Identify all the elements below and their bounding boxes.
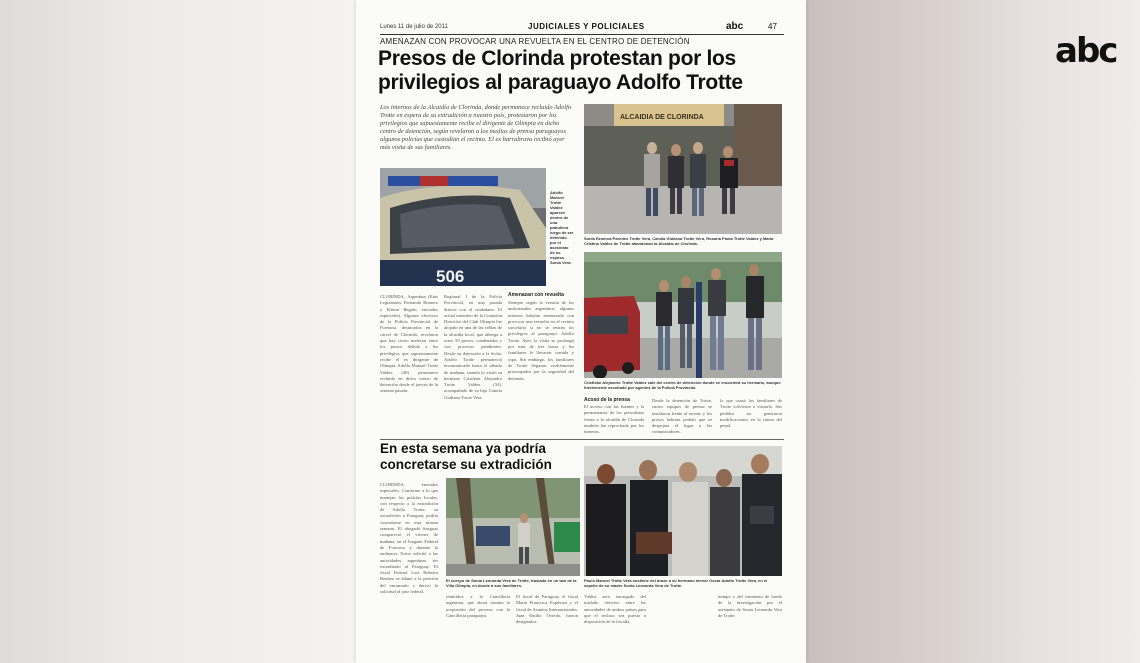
photo-police-car (380, 168, 546, 286)
body-col-2: Regional I de la Policía Provincial, en una pasada directa con el ciudadano. El actual miembro de la Comisión Directiva del Club Olimpia fue alojado en una de las celdas de la alcaidía local, que alberga a otros 50 presos, condenados y con procesos pendientes. Desde su detención a la fecha, Adolfo Trotte permaneció incomunicado hasta el sábado de mañana, cuando lo visitó su hermano Cristhian Alejandro Trotte Valdez (34), acompañado de su hija Camila Giuliana Trotte Vera. (444, 294, 502, 400)
section-divider (380, 439, 784, 440)
sub-headline: En esta semana ya podría concretarse su extradición (380, 441, 552, 472)
body-col-5: lo que causó los familiares de Trotte volvieron a visitarlo. Sus pedidos no generaron modificaciones en la rutina del penal. (720, 398, 782, 429)
body-col-3b: El acceso con las fuentes y la permanencia de los periodistas frente a la alcaidía de Clorinda también fue reprochado por los internos. (584, 404, 644, 435)
kicker: AMENAZAN CON PROVOCAR UNA REVUELTA EN EL CENTRO DE DETENCIÓN (380, 37, 690, 46)
watermark-logo: abc (1055, 31, 1117, 71)
photo-street (584, 252, 782, 378)
headline: Presos de Clorinda protestan por los privilegios al paraguayo Adolfo Trotte (378, 47, 743, 94)
body-col-3: Siempre según la versión de los uniformados argentinos, algunos internos habrían amenazado con provocar una revuelta en el recinto carcelario si no se retiran los privilegios al paraguayo Adolfo Trotte. Ayer, la visita se prolongó por más de tres horas y los familiares le llevaron comida y ropa. Sin embargo, los familiares de Trotte llegaron visiblemente preocupados por la seguridad del detenido. (508, 300, 574, 381)
subhead-acoso: Acoso de la prensa (584, 397, 630, 403)
header-section: JUDICIALES Y POLICIALES (528, 22, 645, 31)
sub-body-col-4: Valdez será encargado del traslado efectivo entre las autoridades de ambos países para que el recluso sea puesto a disposición de la fiscalía. (584, 594, 646, 625)
lede: Los internos de la Alcaidía de Clorinda, donde permanece recluido Adolfo Trotte en espera de su extradición a nuestro país, protestaron por los privilegios que supuestamente recibe el dirigente de Olimpia en dicho centro de detención, según revelaron a los medios de prensa paraguayos algunos policías que custodian el recinto. El ex barrabrava recibió ayer más visita de sus familiares. (380, 104, 572, 151)
background-left (0, 0, 356, 663)
page-header (380, 22, 784, 35)
newspaper-page (356, 0, 806, 663)
caption-funeral: Paulo Manuel Trotte Vera sostiene del brazo a su hermano menor Oscar Adolfo Trotte Vera, en el sepelio de su madre Sonia Leonarda Vera de Trotte. (584, 578, 768, 588)
caption-police-car: Adolfo Manuel Trotte Valdez aparece dentro de una patrullera luego de ser detenido por el asesinato de su esposa Sonia Vera. (550, 190, 574, 265)
sub-body-col-2: remitidos a la Cancillería argentina, que ahora tramita la aceptación del proceso con la Cancillería paraguaya. (446, 594, 510, 618)
caption-street: Cristhian Alejandro Trotte Valdez sale del centro de detención donde se encuentra su hermano, aunque fuertemente escoltado por agentes de la Policía Provincial. (584, 380, 781, 390)
sign-text: ALCAIDIA DE CLORINDA (620, 114, 704, 121)
page-number: 47 (768, 22, 777, 31)
caption-hearse: El cuerpo de Sonia Leonarda Vera de Trotte, traslado en un taxi de la Villa Olimpia, en donde a sus familiares. (446, 578, 577, 588)
background-right (806, 0, 1140, 663)
header-date: Lunes 11 de julio de 2011 (380, 24, 448, 30)
car-number: 506 (436, 267, 465, 286)
caption-alcaidia: Sonia Ezmirna Paredes Trotte Vera, Camila Giuliana Trotte Vera, Rosaria Paola Trotte Valdez y María Cristina Valdez de Trotte abandonan la Alcaidía de Clorinda. (584, 236, 774, 246)
photo-funeral (584, 446, 782, 576)
photo-alcaidia (584, 104, 782, 234)
body-col-4: Desde la detención de Trotte, varios equipos de prensa se instalaron frente al recinto y los presos habrían pedido que se despejara el lugar a los comunicadores. (652, 398, 712, 435)
subhead-revuelta: Amenazan con revuelta (508, 292, 564, 298)
header-logo: abc (726, 21, 744, 32)
body-col-1: CLORINDA, Argentina (Enis Legizamón, Fernando Romero y Edison Regalo, enviados especiales). Algunos efectivos de la Policía Provincial de Formosa, destacados en la cárcel de Clorinda, revelaron que hay cierto malestar entre los presos debido a los privilegios que supuestamente recibe el ex dirigente de Olimpia. Adolfo Manuel Trotte Valdez (48) permanece recluido en dicho centro de detención desde el jueves de la semana pasada. (380, 294, 438, 394)
sub-body-col-1: CLORINDA, enviados especiales. Conforme a lo que manejan los policías locales, con respecto a la extradición de Adolfo Trotte, su extradición a Paraguay podría concretarse en esta misma semana. El abogado Saaguas compareció el viernes de mañana, en el Juzgado Federal de Formosa y durante la audiencia Trotte solicitó a las autoridades argentinas ser extraditado al Paraguay. El fiscal Federal Luis Roberto Benítez se allanó a la petición del encausado y derivó la solicitud al juez federal. (380, 482, 438, 595)
sub-body-col-3: El fiscal de Paraguay, el fiscal María Francisca Espinoza y el fiscal de Asuntos Internacionales, Juan Emilio Oviedo, fueron designados. (516, 594, 578, 625)
photo-hearse (446, 478, 580, 576)
sub-body-col-5: tiempo y del comienzo de fondo de la investigación por el asesinato de Sonia Leonarda Vera de Trotte. (718, 594, 782, 618)
